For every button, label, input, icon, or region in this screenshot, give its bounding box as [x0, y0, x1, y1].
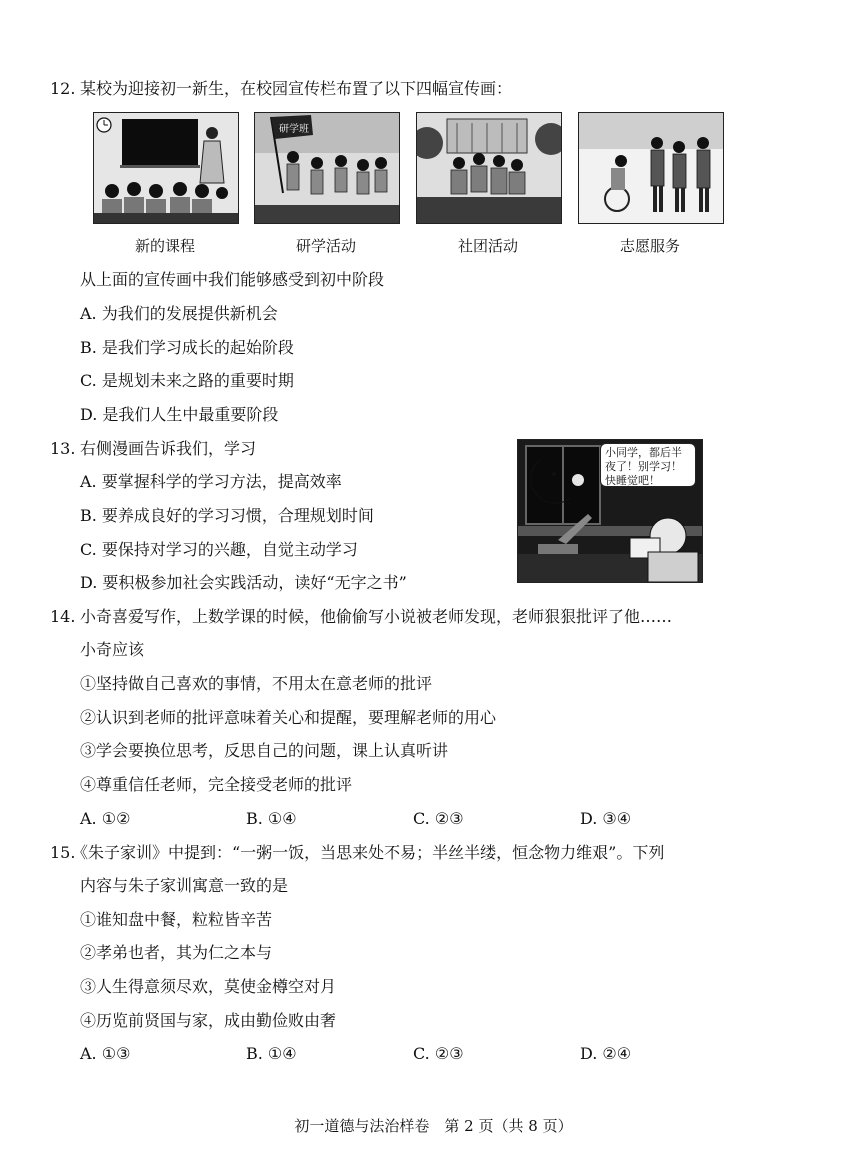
question-15-stem-2: 内容与朱子家训寓意一致的是	[80, 876, 289, 895]
question-13-stem: 右侧漫画告诉我们，学习	[80, 439, 257, 458]
question-14-choice-c[interactable]: C. ②③	[413, 809, 464, 828]
question-13-option-c[interactable]: C. 要保持对学习的兴趣，自觉主动学习	[80, 540, 358, 559]
comic-studying-late	[517, 439, 703, 583]
question-12-number: 12.	[50, 79, 76, 98]
question-15-item-4: ④历览前贤国与家，成由勤俭败由奢	[80, 1011, 337, 1030]
question-15-item-3: ③人生得意须尽欢，莫使金樽空对月	[80, 977, 337, 996]
caption-club-activities: 社团活动	[457, 237, 518, 255]
page-footer: 初一道德与法治样卷 第 2 页（共 8 页）	[294, 1117, 573, 1135]
question-14-choice-b[interactable]: B. ①④	[246, 809, 297, 828]
question-15-number: 15.	[50, 843, 76, 862]
caption-new-courses: 新的课程	[134, 237, 195, 255]
question-12-option-a[interactable]: A. 为我们的发展提供新机会	[80, 304, 278, 323]
question-14-item-3: ③学会要换位思考，反思自己的问题，课上认真听讲	[80, 741, 449, 760]
question-14-choice-a[interactable]: A. ①②	[80, 809, 131, 828]
question-15-choice-d[interactable]: D. ②④	[580, 1044, 632, 1063]
question-12-option-b[interactable]: B. 是我们学习成长的起始阶段	[80, 338, 294, 357]
comic-speech-bubble: 小同学，都后半夜了！别学习！快睡觉吧！	[600, 443, 696, 487]
question-15-choice-c[interactable]: C. ②③	[413, 1044, 464, 1063]
banner-text: 研学班	[279, 124, 309, 135]
question-13-number: 13.	[50, 439, 76, 458]
question-14-item-2: ②认识到老师的批评意味着关心和提醒，要理解老师的用心	[80, 708, 497, 727]
question-13-option-b[interactable]: B. 要养成良好的学习习惯，合理规划时间	[80, 506, 374, 525]
question-13-option-a[interactable]: A. 要掌握科学的学习方法，提高效率	[80, 472, 342, 491]
question-14-stem: 小奇喜爱写作，上数学课的时候，他偷偷写小说被老师发现，老师狠狠批评了他……	[80, 607, 673, 626]
question-12-stem: 某校为迎接初一新生，在校园宣传栏布置了以下四幅宣传画：	[80, 79, 513, 98]
question-14-choice-d[interactable]: D. ③④	[580, 809, 632, 828]
question-14-item-1: ①坚持做自己喜欢的事情，不用太在意老师的批评	[80, 674, 433, 693]
question-12-option-c[interactable]: C. 是规划未来之路的重要时期	[80, 371, 294, 390]
picture-volunteer-service	[578, 112, 724, 224]
picture-club-activities	[416, 112, 562, 224]
picture-study-tour	[254, 112, 400, 224]
question-14-item-4: ④尊重信任老师，完全接受老师的批评	[80, 775, 353, 794]
caption-volunteer-service: 志愿服务	[619, 237, 680, 255]
question-15-item-2: ②孝弟也者，其为仁之本与	[80, 943, 273, 962]
question-15-choice-a[interactable]: A. ①③	[80, 1044, 131, 1063]
question-14-number: 14.	[50, 607, 76, 626]
question-15-stem: 《朱子家训》中提到：“一粥一饭，当思来处不易；半丝半缕，恒念物力维艰”。下列	[72, 843, 665, 862]
question-14-stem-2: 小奇应该	[80, 640, 145, 659]
question-15-item-1: ①谁知盘中餐，粒粒皆辛苦	[80, 910, 273, 929]
question-15-choice-b[interactable]: B. ①④	[246, 1044, 297, 1063]
picture-new-courses	[93, 112, 239, 224]
question-12-prompt: 从上面的宣传画中我们能够感受到初中阶段	[80, 270, 385, 289]
question-12-option-d[interactable]: D. 是我们人生中最重要阶段	[80, 405, 279, 424]
question-13-option-d[interactable]: D. 要积极参加社会实践活动，读好“无字之书”	[80, 573, 407, 592]
caption-study-tour: 研学活动	[295, 237, 356, 255]
